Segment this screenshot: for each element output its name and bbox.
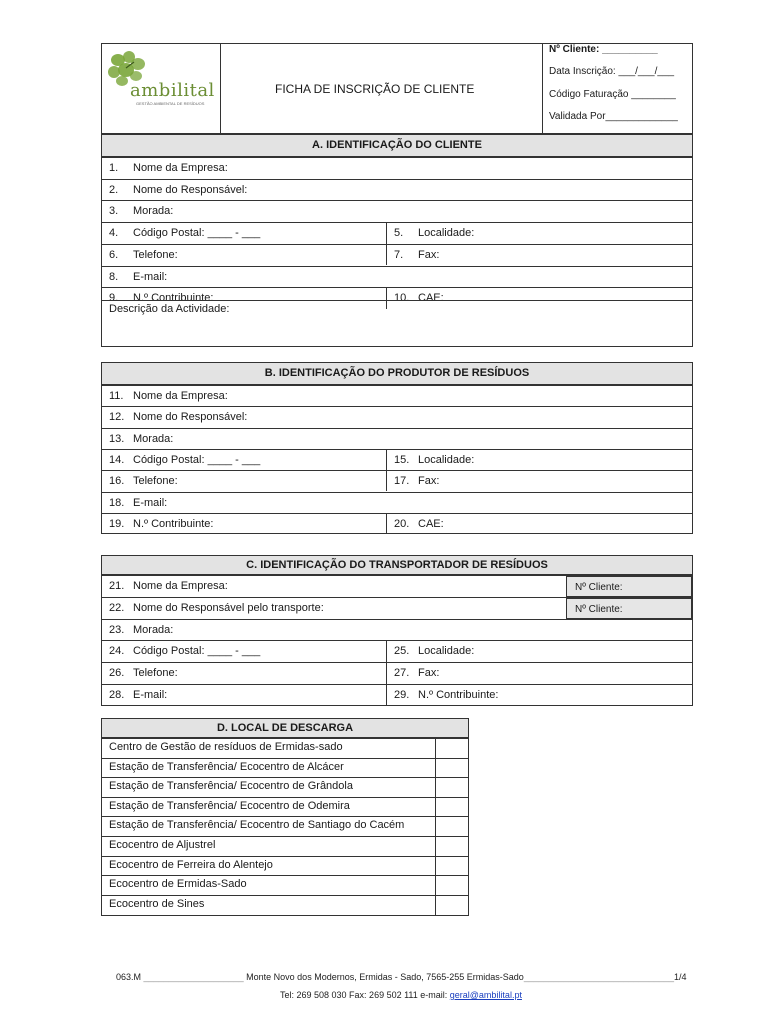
column-divider [386,470,387,491]
field-text: Morada: [133,205,174,218]
row-divider [101,428,693,429]
field-number: 7. [394,248,404,261]
field-text: Telefone: [133,475,178,488]
field-text: E-mail: [133,270,168,283]
discharge-location-label: Ecocentro de Ferreira do Alentejo [109,858,273,871]
field-text: CAE: [418,517,444,530]
cliente-number-field[interactable]: Nº Cliente: __________ [549,44,658,55]
field-number: 14. [109,453,125,466]
discharge-location-checkbox[interactable] [437,778,467,796]
field-label[interactable] [394,689,498,701]
field-number: 5. [394,227,404,240]
row-divider [101,836,469,837]
field-number: 13. [109,432,125,445]
field-number: 10. [394,292,410,305]
discharge-location-label: Estação de Transferência/ Ecocentro de Odemira [109,799,350,812]
field-text: Fax: [418,475,440,488]
field-number: 3. [109,205,119,218]
section-d-check-divider [435,738,436,916]
field-number: 11. [109,390,124,402]
field-number: 18. [109,496,125,509]
field-number: 27. [394,667,410,680]
codigo-faturacao-field[interactable]: Código Faturação ________ [549,89,676,100]
logo-text: ambilital [130,80,215,101]
field-text: Código Postal: ____ - ___ [133,227,261,240]
field-label[interactable] [109,411,247,423]
row-divider [101,684,693,685]
footer-contact [280,990,522,1000]
row-divider [101,287,693,288]
field-label[interactable] [109,580,228,592]
field-label[interactable] [109,454,260,466]
row-divider [101,266,693,267]
field-text: E-mail: [133,689,168,701]
field-label[interactable] [109,518,213,530]
column-divider [386,287,387,309]
field-number: 9. [109,292,119,305]
field-label[interactable] [394,475,439,487]
row-divider [101,222,693,223]
discharge-location-checkbox[interactable] [437,857,467,875]
row-divider [101,662,693,663]
field-number: 26. [109,667,125,680]
field-label[interactable] [109,227,260,239]
field-number: 28. [109,689,125,701]
field-text: CAE: [418,292,444,305]
column-divider [386,662,387,684]
discharge-location-label: Estação de Transferência/ Ecocentro de Grândola [109,780,353,793]
discharge-location-label: Ecocentro de Ermidas-Sado [109,878,247,891]
field-number: 22. [109,601,125,614]
discharge-location-checkbox[interactable] [437,896,467,914]
field-label[interactable] [394,645,474,657]
row-divider [101,875,469,876]
field-label[interactable] [109,390,228,402]
field-number: 23. [109,623,125,636]
field-label[interactable] [394,249,439,261]
field-text: Código Postal: ____ - ___ [133,453,261,466]
field-label[interactable] [109,162,228,174]
field-label[interactable] [394,518,444,530]
logo-subtext: GESTÃO AMBIENTAL DE RESÍDUOS [136,101,205,106]
validada-por-field[interactable]: Validada Por_____________ [549,111,678,122]
footer-code: 063.M [116,972,142,982]
section-d-header [101,718,469,738]
row-divider [101,797,469,798]
activity-description-field[interactable]: Descrição da Actividade: [109,302,230,315]
column-divider [386,222,387,244]
row-divider [101,449,693,450]
discharge-location-checkbox[interactable] [437,798,467,816]
transporter-cliente-number-field[interactable] [566,576,692,597]
transporter-cliente-number-field[interactable] [566,598,692,619]
row-divider [101,816,469,817]
field-text: Fax: [418,667,440,680]
discharge-location-checkbox[interactable] [437,876,467,894]
field-text: Nº Cliente: [575,603,623,615]
field-label[interactable] [109,667,178,679]
row-divider [101,856,469,857]
field-text: Nome da Empresa: [133,390,228,402]
field-label[interactable] [109,689,167,701]
row-divider [101,640,693,641]
column-divider [386,684,387,706]
discharge-location-label: Ecocentro de Sines [109,897,205,910]
field-text: Morada: [133,432,174,445]
field-text: Nome do Responsável: [133,411,248,424]
field-number: 25. [394,645,410,658]
field-text: Telefone: [133,667,178,680]
data-inscricao-field[interactable]: Data Inscrição: ___/___/___ [549,66,675,77]
field-text: Localidade: [418,645,475,658]
discharge-location-checkbox[interactable] [437,739,467,757]
footer-email-link[interactable]: geral@ambilital.pt [449,990,522,1000]
field-text: Nome do Responsável pelo transporte: [133,601,324,614]
field-label[interactable] [109,184,247,196]
field-number: 29. [394,689,410,701]
footer-page: 1/4 [673,972,687,982]
row-divider [101,895,469,896]
field-text: N.º Contribuinte: [133,292,214,305]
column-divider [386,244,387,266]
field-number: 15. [394,453,410,466]
field-label[interactable] [109,205,173,217]
discharge-location-checkbox[interactable] [437,837,467,855]
field-text: Morada: [133,623,174,636]
column-divider [386,449,387,470]
section-c-header [101,555,693,575]
field-text: Localidade: [418,227,475,240]
column-divider [386,513,387,534]
field-label[interactable] [109,433,173,445]
section-b-header [101,362,693,385]
logo [104,48,216,108]
field-label[interactable] [394,292,444,304]
row-divider [101,406,693,407]
field-text: Nome da Empresa: [133,580,228,592]
footer-line: 063.M ____________________ Monte Novo dos Modernos, Ermidas - Sado, 7565-255 Ermidas-Sado______________________________1/4 [116,972,687,982]
form-title: FICHA DE INSCRIÇÃO DE CLIENTE [275,82,475,96]
footer-address: Monte Novo dos Modernos, Ermidas - Sado, 7565-255 Ermidas-Sado [246,972,524,982]
field-number: 19. [109,517,125,530]
field-text: E-mail: [133,496,168,509]
field-text: Fax: [418,248,440,261]
section-b-title: B. IDENTIFICAÇÃO DO PRODUTOR DE RESÍDUOS [264,367,530,379]
row-divider [101,619,693,620]
field-label[interactable] [394,227,474,239]
column-divider [386,640,387,662]
field-number: 2. [109,183,119,196]
row-divider [101,179,693,180]
field-label[interactable] [109,602,324,614]
field-number: 6. [109,248,119,261]
discharge-location-label: Ecocentro de Aljustrel [109,839,216,851]
discharge-location-checkbox[interactable] [437,817,467,835]
field-number: 24. [109,645,125,658]
field-label[interactable] [394,454,474,466]
footer-contact-text: Tel: 269 508 030 Fax: 269 502 111 e-mail: [280,990,450,1000]
row-divider [101,492,693,493]
field-label[interactable] [109,475,178,487]
field-number: 21. [109,580,125,592]
row-divider [101,244,693,245]
field-text: Localidade: [418,453,475,466]
field-text: N.º Contribuinte: [418,689,499,701]
header-divider-left [220,43,221,134]
field-text: Código Postal: ____ - ___ [133,645,261,658]
field-number: 12. [109,411,125,424]
row-divider [101,300,693,301]
field-text: Telefone: [133,248,178,261]
field-label[interactable] [109,497,167,509]
row-divider [101,200,693,201]
field-label[interactable] [109,624,173,636]
section-a-header [101,134,693,157]
field-label[interactable] [109,271,167,283]
discharge-location-label: Estação de Transferência/ Ecocentro de Alcácer [109,760,344,773]
field-text: Nome do Responsável: [133,183,248,196]
field-label[interactable] [109,645,260,657]
field-text: Nº Cliente: [575,582,623,593]
field-text: N.º Contribuinte: [133,517,214,530]
section-d-title: D. LOCAL DE DESCARGA [216,722,354,734]
header-divider-right [542,43,543,134]
discharge-location-label: Centro de Gestão de resíduos de Ermidas-sado [109,741,343,753]
field-label[interactable] [109,249,178,261]
discharge-location-checkbox[interactable] [437,759,467,777]
row-divider [101,513,693,514]
section-a-title: A. IDENTIFICAÇÃO DO CLIENTE [312,139,482,151]
field-number: 16. [109,475,125,488]
field-number: 1. [109,162,119,174]
field-number: 17. [394,475,410,488]
field-text: Nome da Empresa: [133,162,228,174]
field-number: 4. [109,227,119,240]
section-c-title: C. IDENTIFICAÇÃO DO TRANSPORTADOR DE RESÍDUOS [246,559,548,571]
row-divider [101,777,469,778]
field-number: 20. [394,517,410,530]
discharge-location-label: Estação de Transferência/ Ecocentro de Santiago do Cacém [109,819,405,832]
field-label[interactable] [394,667,439,679]
field-number: 8. [109,270,119,283]
row-divider [101,758,469,759]
row-divider [101,470,693,471]
